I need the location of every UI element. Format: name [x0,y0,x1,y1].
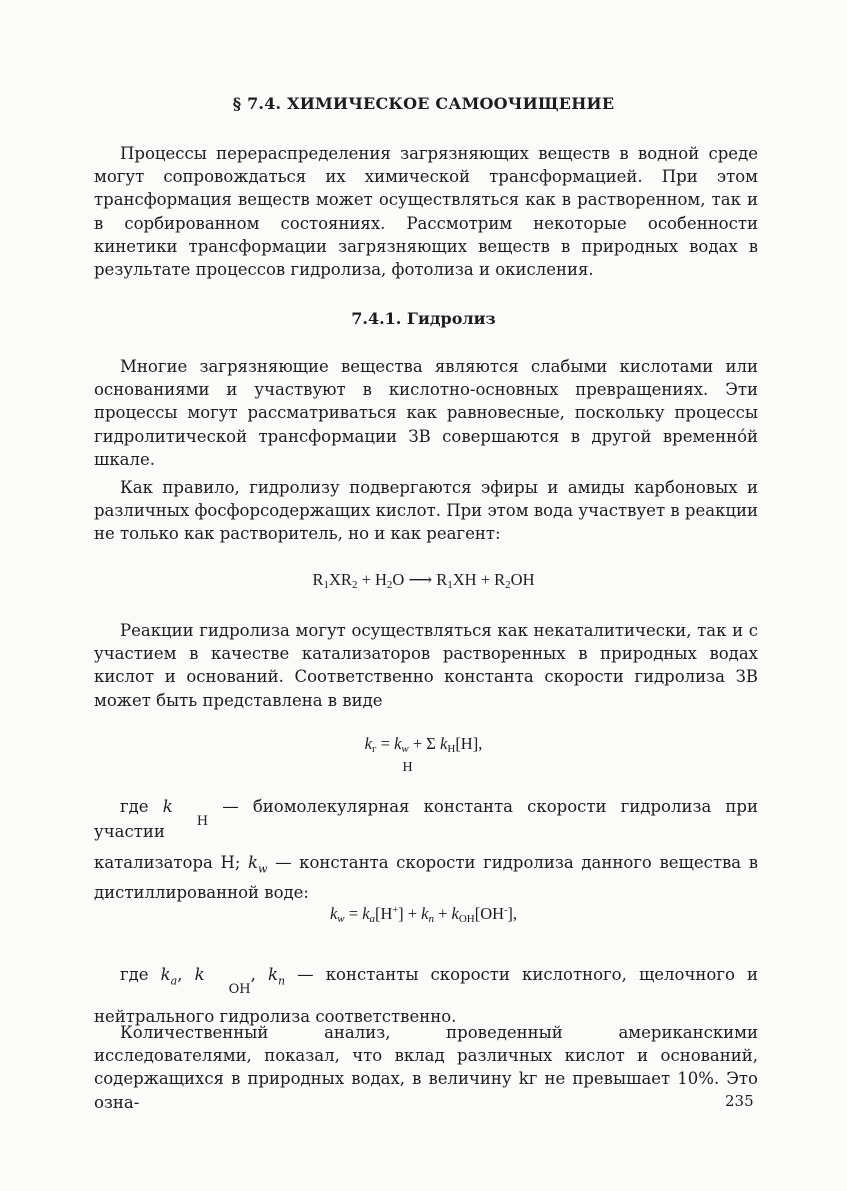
kw-equation: $k_w = k_a[H^+] + k_n + k_{OH}[OH^-]$, [329,904,518,925]
paragraph-2: Как правило, гидролизу подвергаются эфиры и амиды карбоновых и различных фосфорсодержащих кислот. При этом вода участвует в реакции не только как растворитель, но и как реагент: [94,478,758,544]
page-number: 235 [725,1092,754,1110]
paragraph-block-4 [94,795,758,904]
sum-index-h: H [402,760,413,775]
paragraph-block-3 [94,619,758,712]
paragraph-block-6 [94,1021,758,1114]
hydrolysis-reaction-equation: $R_1XR_2 + H_2O$ ⟶ $R_1XH + R_2OH$ [312,570,535,591]
intro-paragraph-block [94,142,758,281]
paragraph-block-2 [94,476,758,546]
paragraph-5-rest: нейтрального гидролиза соответственно. [94,1006,457,1026]
paragraph-block-1 [94,355,758,471]
paragraph-4-first-line: где kH — биомолекулярная константа скорости гидролиза при участии [94,797,758,842]
subsection-title: 7.4.1. Гидролиз [351,309,496,328]
section-title: § 7.4. ХИМИЧЕСКОЕ САМООЧИЩЕНИЕ [232,94,615,113]
paragraph-1: Многие загрязняющие вещества являются слабыми кислотами или основаниями и участвуют в кислотно-основных превращениях. Эти процессы могут рассматриваться как равновесные, поскольку процессы гидролитической трансформации ЗВ совершаются в другой временно́й шкале. [94,357,758,469]
paragraph-6: Количественный анализ, проведенный американскими исследователями, показал, что вклад различных кислот и оснований, содержащихся в природных водах, в величину kг не превышает 10%. Это озна- [94,1023,758,1112]
rate-constant-equation: $k_г = k_w + \Sigma$ $k_H[H]$, [364,734,483,755]
intro-paragraph: Процессы перераспределения загрязняющих веществ в водной среде могут сопровождаться их химической трансформацией. При этом трансформация веществ может осуществляться как в растворенном, так и в сорбированном состояниях. Рассмотрим некоторые особенности кинетики трансформации загрязняющих веществ в природных водах в результате процессов гидролиза, фотолиза и окисления. [94,144,758,280]
paragraph-3: Реакции гидролиза могут осуществляться как некаталитически, так и с участием в качестве катализаторов растворенных в природных водах кислот и оснований. Соответственно константа скорости гидролиза ЗВ может быть представлена в виде [94,621,758,710]
paragraph-4-rest: катализатора H; $k_w$ — константа скорости гидролиза данного вещества в дистиллированной воде: [94,853,758,902]
paragraph-block-5 [94,963,758,1028]
paragraph-5-first-line: где $k_a$, kOH, $k_n$ — константы скорости кислотного, щелочного и [120,965,758,997]
